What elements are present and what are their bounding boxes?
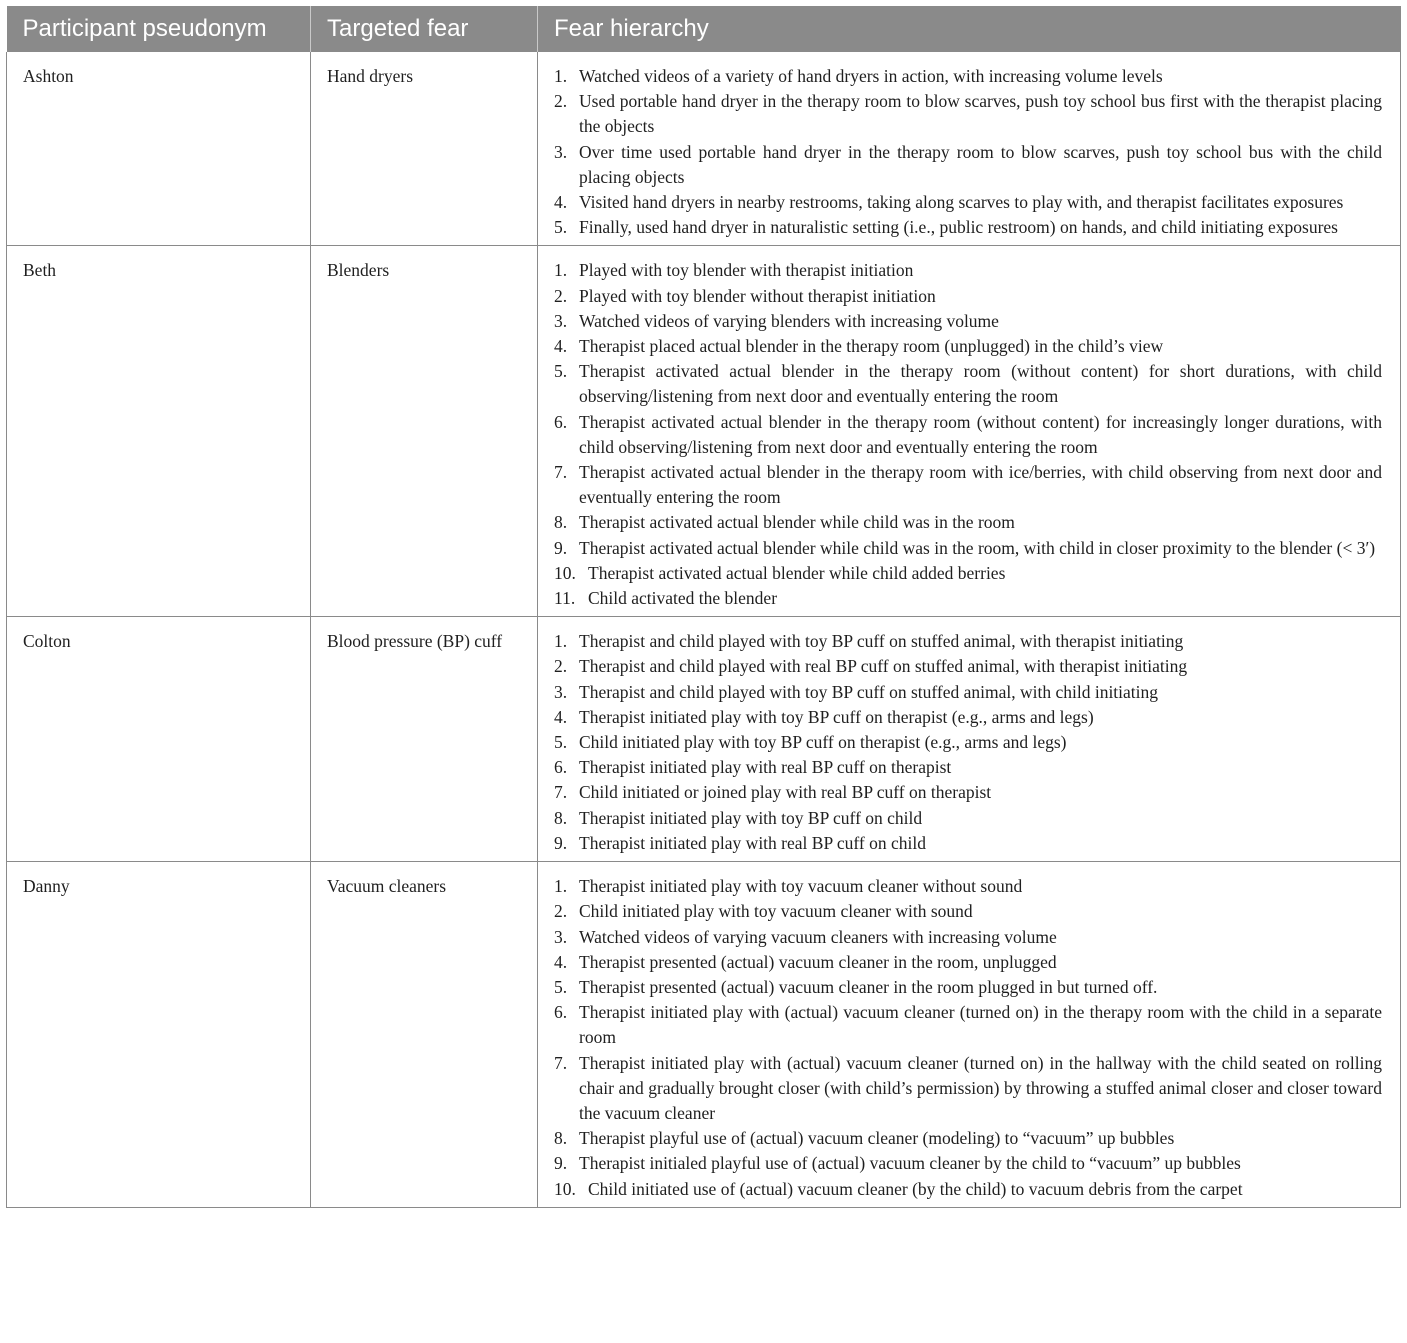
- step-text: Watched videos of a variety of hand dryers in action, with increasing volume levels: [579, 66, 1163, 86]
- step-number: 7.: [554, 1052, 568, 1073]
- targeted-fear-cell: Vacuum cleaners: [311, 862, 538, 1208]
- step-text: Child activated the blender: [588, 588, 778, 609]
- hierarchy-step: [554, 334, 1382, 359]
- participant-pseudonym-cell: Colton: [7, 617, 311, 862]
- step-number: 5.: [554, 976, 568, 997]
- fear-hierarchy-cell: [538, 617, 1401, 862]
- step-number: 5.: [554, 361, 568, 382]
- hierarchy-step: [554, 561, 1382, 586]
- hierarchy-step: [554, 284, 1382, 309]
- header-row: [7, 6, 1401, 52]
- step-number: 2.: [554, 91, 568, 112]
- header-fear-hierarchy: Fear hierarchy: [538, 6, 1401, 52]
- fear-hierarchy-cell: [538, 246, 1401, 617]
- hierarchy-step: [554, 1177, 1382, 1202]
- hierarchy-step: [554, 806, 1382, 831]
- header-participant-pseudonym: Participant pseudonym: [7, 6, 311, 52]
- step-number: 9.: [554, 537, 568, 558]
- step-text: Therapist initiated play with toy vacuum cleaner without sound: [579, 876, 1023, 897]
- step-number: 9.: [554, 1153, 568, 1174]
- step-number: 10.: [554, 562, 576, 583]
- step-number: 8.: [554, 1128, 568, 1149]
- step-text: Therapist initiated play with (actual) vacuum cleaner (turned on) in the hallway with the child seated on rolling chair and gradually brought closer (with child’s permission) by throwing a stuffed animal closer and closer toward the vacuum cleaner: [579, 1052, 1382, 1123]
- header-targeted-fear: Targeted fear: [311, 6, 538, 52]
- hierarchy-step: [554, 359, 1382, 409]
- hierarchy-step: [554, 190, 1382, 215]
- step-number: 4.: [554, 336, 568, 357]
- hierarchy-step: [554, 1000, 1382, 1050]
- hierarchy-step: [554, 215, 1382, 240]
- step-text: Therapist initialed playful use of (actual) vacuum cleaner by the child to “vacuum” up bubbles: [579, 1153, 1241, 1174]
- participant-pseudonym-cell: Ashton: [7, 52, 311, 246]
- hierarchy-step: [554, 950, 1382, 975]
- step-text: Child initiated or joined play with real BP cuff on therapist: [579, 782, 992, 803]
- step-text: Played with toy blender with therapist initiation: [579, 260, 914, 281]
- step-text: Therapist initiated play with real BP cuff on therapist: [579, 757, 952, 778]
- hierarchy-step: [554, 536, 1382, 561]
- table-row: [7, 617, 1401, 862]
- step-number: 2.: [554, 656, 568, 677]
- step-number: 1.: [554, 260, 568, 281]
- step-text: Therapist initiated play with real BP cuff on child: [579, 832, 927, 853]
- hierarchy-step: [554, 140, 1382, 190]
- hierarchy-step: [554, 629, 1382, 654]
- targeted-fear-cell: Blenders: [311, 246, 538, 617]
- step-number: 4.: [554, 192, 568, 213]
- step-text: Therapist placed actual blender in the therapy room (unplugged) in the child’s view: [579, 336, 1164, 357]
- hierarchy-step: [554, 410, 1382, 460]
- step-number: 1.: [554, 876, 568, 897]
- step-number: 1.: [554, 66, 568, 86]
- targeted-fear-cell: Hand dryers: [311, 52, 538, 246]
- step-text: Therapist and child played with real BP cuff on stuffed animal, with therapist initiating: [579, 656, 1188, 677]
- step-text: Therapist initiated play with toy BP cuff on therapist (e.g., arms and legs): [579, 706, 1094, 727]
- step-number: 6.: [554, 411, 568, 432]
- table-row: [7, 52, 1401, 246]
- fear-hierarchy-cell: [538, 862, 1401, 1208]
- hierarchy-step: [554, 1126, 1382, 1151]
- hierarchy-step: [554, 460, 1382, 510]
- hierarchy-step: [554, 705, 1382, 730]
- step-text: Watched videos of varying blenders with increasing volume: [579, 310, 999, 331]
- step-text: Therapist playful use of (actual) vacuum cleaner (modeling) to “vacuum” up bubbles: [579, 1128, 1175, 1149]
- step-number: 8.: [554, 512, 568, 533]
- fear-hierarchy-list: [554, 258, 1382, 611]
- step-number: 10.: [554, 1178, 576, 1199]
- step-number: 7.: [554, 782, 568, 803]
- step-number: 3.: [554, 926, 568, 947]
- hierarchy-step: [554, 89, 1382, 139]
- table-body: [7, 52, 1401, 1207]
- step-text: Therapist presented (actual) vacuum cleaner in the room, unplugged: [579, 951, 1057, 972]
- step-number: 11.: [554, 588, 576, 609]
- step-number: 3.: [554, 141, 568, 162]
- step-text: Therapist activated actual blender in the therapy room with ice/berries, with child observing from next door and eventually entering the room: [579, 462, 1382, 508]
- hierarchy-step: [554, 780, 1382, 805]
- step-number: 1.: [554, 631, 568, 652]
- step-text: Child initiated use of (actual) vacuum cleaner (by the child) to vacuum debris from the carpet: [588, 1178, 1243, 1199]
- participant-pseudonym-cell: Beth: [7, 246, 311, 617]
- step-number: 4.: [554, 706, 568, 727]
- participant-pseudonym-cell: Danny: [7, 862, 311, 1208]
- step-number: 6.: [554, 757, 568, 778]
- step-number: 9.: [554, 832, 568, 853]
- hierarchy-step: [554, 309, 1382, 334]
- hierarchy-step: [554, 755, 1382, 780]
- hierarchy-step: [554, 654, 1382, 679]
- step-number: 3.: [554, 681, 568, 702]
- step-text: Therapist activated actual blender in the therapy room (without content) for short durations, with child observing/listening from next door and eventually entering the room: [579, 361, 1382, 407]
- step-text: Therapist and child played with toy BP cuff on stuffed animal, with therapist initiating: [579, 631, 1184, 652]
- step-text: Child initiated play with toy BP cuff on therapist (e.g., arms and legs): [579, 732, 1067, 753]
- step-number: 8.: [554, 807, 568, 828]
- step-number: 2.: [554, 285, 568, 306]
- hierarchy-step: [554, 586, 1382, 611]
- step-number: 2.: [554, 901, 568, 922]
- table-row: [7, 246, 1401, 617]
- step-text: Over time used portable hand dryer in the therapy room to blow scarves, push toy school bus with the child placing objects: [579, 141, 1382, 187]
- step-text: Therapist initiated play with toy BP cuff on child: [579, 807, 923, 828]
- step-number: 6.: [554, 1002, 568, 1023]
- hierarchy-step: [554, 258, 1382, 283]
- fear-hierarchy-list: [554, 874, 1382, 1202]
- table-header: [7, 6, 1401, 52]
- hierarchy-step: [554, 510, 1382, 535]
- hierarchy-step: [554, 874, 1382, 899]
- hierarchy-step: [554, 1051, 1382, 1127]
- hierarchy-step: [554, 1151, 1382, 1176]
- step-text: Finally, used hand dryer in naturalistic setting (i.e., public restroom) on hands, and child initiating exposures: [579, 217, 1338, 238]
- step-number: 3.: [554, 310, 568, 331]
- step-text: Therapist presented (actual) vacuum cleaner in the room plugged in but turned off.: [579, 976, 1158, 997]
- step-text: Therapist initiated play with (actual) vacuum cleaner (turned on) in the therapy room with the child in a separate room: [579, 1002, 1382, 1048]
- step-text: Therapist and child played with toy BP cuff on stuffed animal, with child initiating: [579, 681, 1159, 702]
- step-text: Watched videos of varying vacuum cleaners with increasing volume: [579, 926, 1057, 947]
- targeted-fear-cell: Blood pressure (BP) cuff: [311, 617, 538, 862]
- table-row: [7, 862, 1401, 1208]
- step-text: Played with toy blender without therapist initiation: [579, 285, 936, 306]
- hierarchy-step: [554, 975, 1382, 1000]
- step-text: Therapist activated actual blender while child was in the room: [579, 512, 1015, 533]
- step-number: 4.: [554, 951, 568, 972]
- step-number: 5.: [554, 217, 568, 238]
- fear-hierarchy-cell: [538, 52, 1401, 246]
- step-text: Visited hand dryers in nearby restrooms, taking along scarves to play with, and therapist facilitates exposures: [579, 192, 1344, 213]
- fear-hierarchy-list: [554, 629, 1382, 856]
- step-text: Used portable hand dryer in the therapy room to blow scarves, push toy school bus first with the therapist placing the objects: [579, 91, 1382, 137]
- hierarchy-step: [554, 831, 1382, 856]
- hierarchy-step: [554, 680, 1382, 705]
- hierarchy-step: [554, 925, 1382, 950]
- fear-hierarchy-list: [554, 64, 1382, 240]
- step-number: 5.: [554, 732, 568, 753]
- step-text: Child initiated play with toy vacuum cleaner with sound: [579, 901, 973, 922]
- fear-hierarchy-table: [6, 6, 1401, 1208]
- hierarchy-step: [554, 899, 1382, 924]
- step-text: Therapist activated actual blender in the therapy room (without content) for increasingly longer durations, with child observing/listening from next door and eventually entering the room: [579, 411, 1382, 457]
- step-text: Therapist activated actual blender while child was in the room, with child in closer proximity to the blender (< 3′): [579, 537, 1376, 558]
- step-text: Therapist activated actual blender while child added berries: [588, 562, 1006, 583]
- step-number: 7.: [554, 462, 568, 483]
- hierarchy-step: [554, 730, 1382, 755]
- hierarchy-step: [554, 64, 1382, 89]
